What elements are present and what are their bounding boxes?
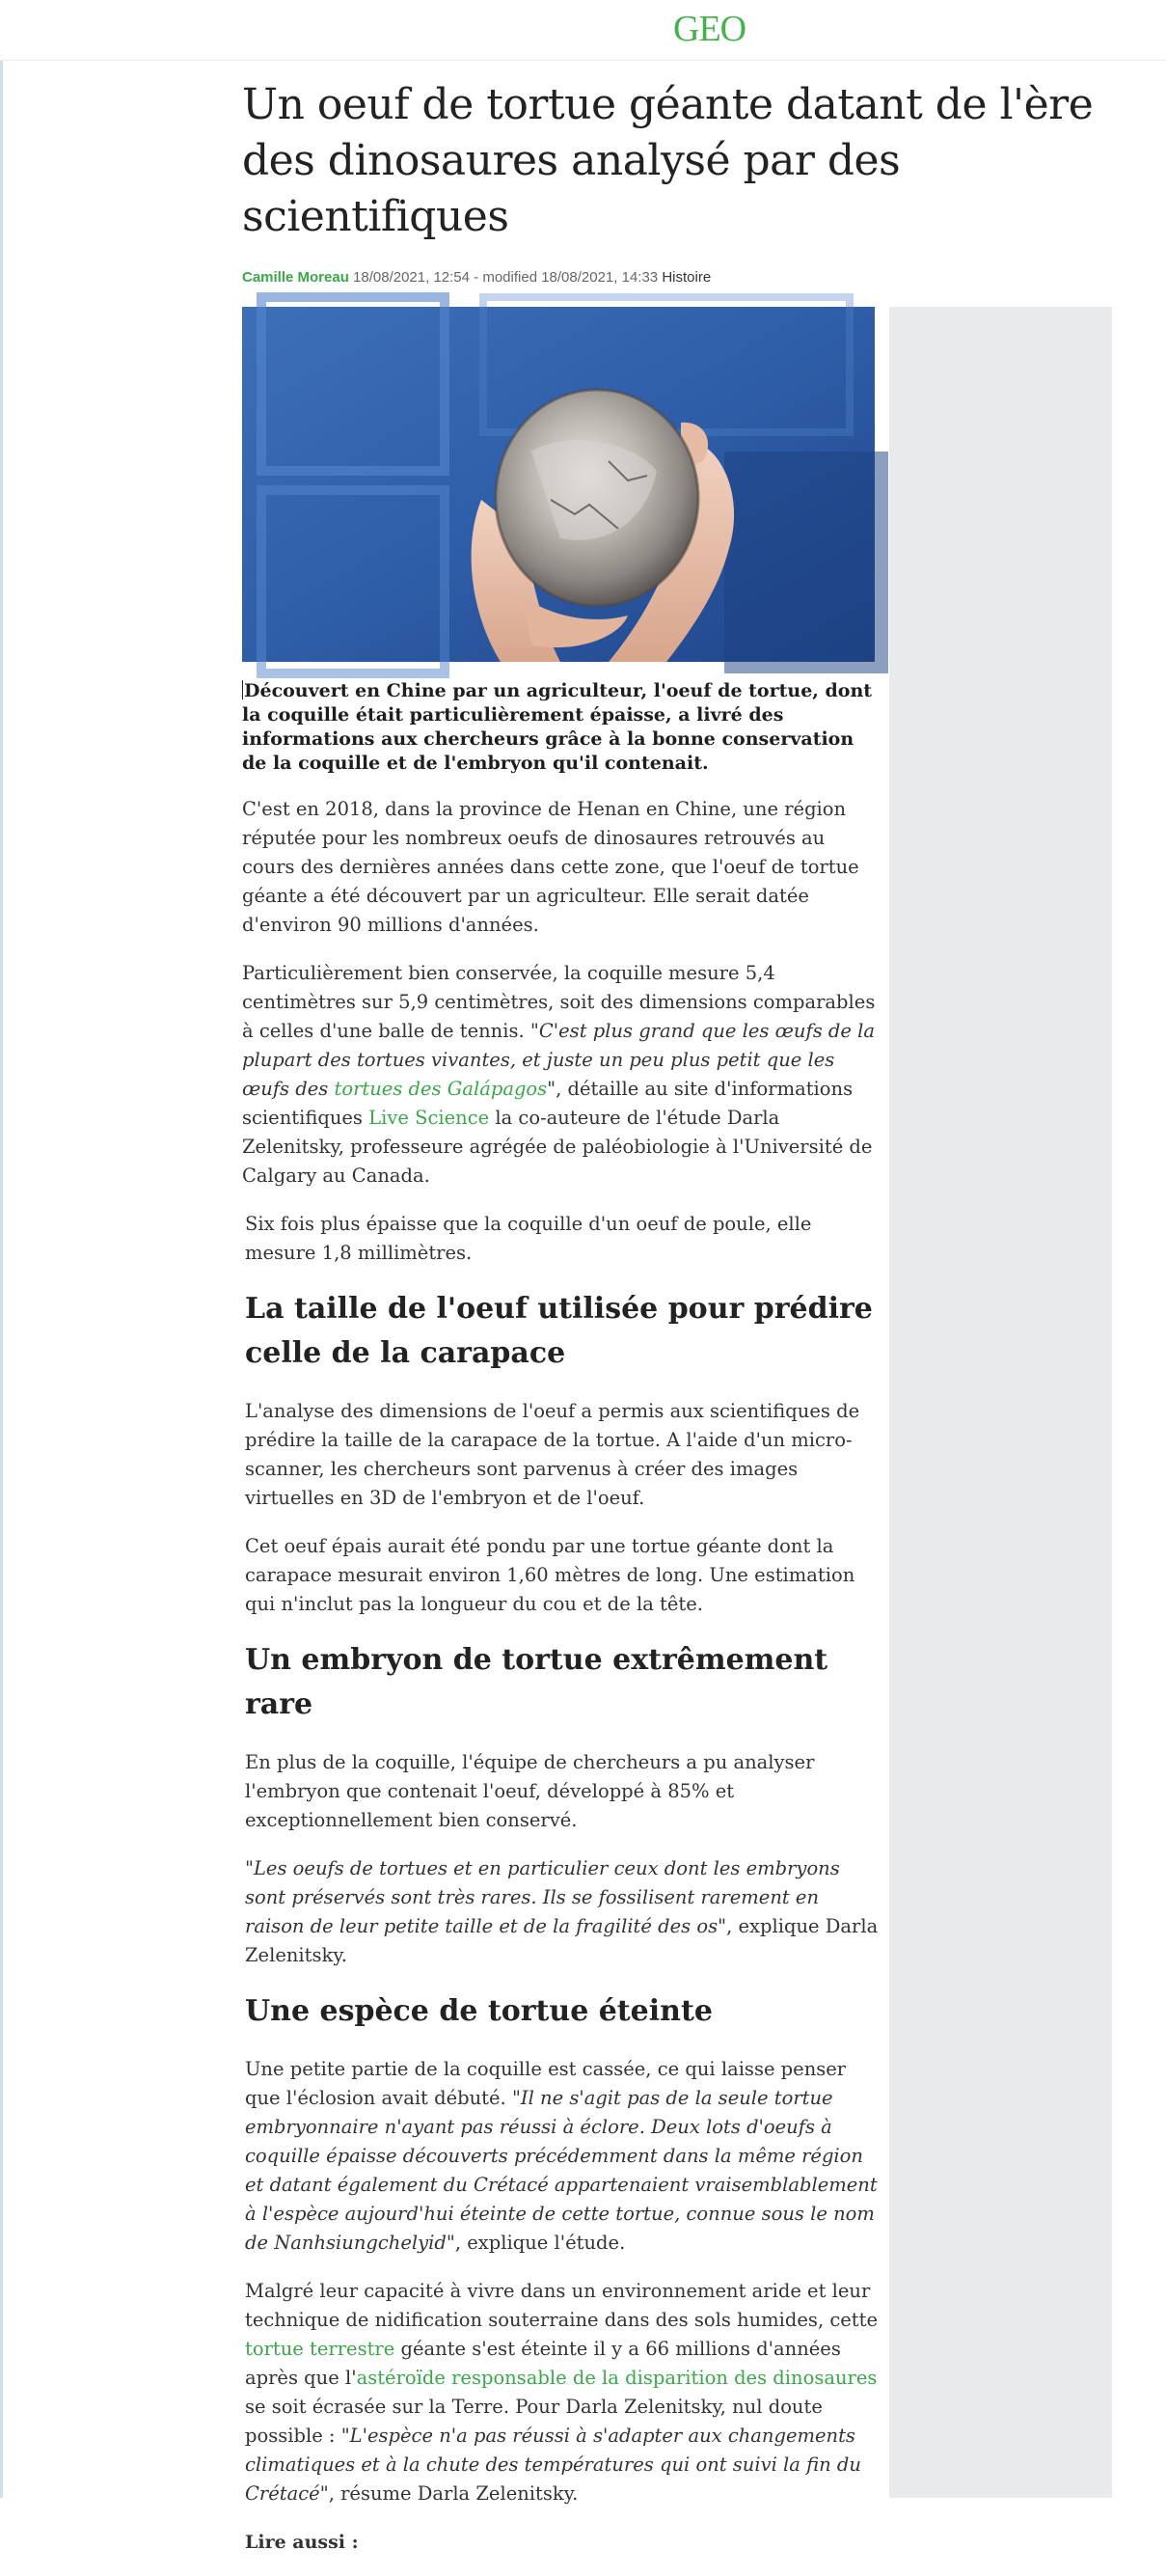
published-date: 18/08/2021, 12:54 — [353, 269, 470, 286]
paragraph-6: En plus de la coquille, l'équipe de chercheurs a pu analyser l'embryon que contenait l'oeuf, développé à 85% et exceptionnellement bien conservé. — [245, 1751, 815, 1831]
paragraph-1: C'est en 2018, dans la province de Henan en Chine, une région réputée pour les nombreux oeufs de dinosaures retrouvés au cours des dernières années dans cette zone, que l'oeuf de tortue géante a été découvert par un agriculteur. Elle serait datée d'environ 90 millions d'années. — [242, 798, 859, 936]
p9-quote: "L'espèce n'a pas réussi à s'adapter aux changements climatiques et à la chute des températures qui ont suivi la fin du Crétacé — [245, 2425, 861, 2505]
p8-text-2: ", explique l'étude. — [446, 2232, 626, 2254]
sidebar-ad-area — [889, 307, 1112, 2498]
section-heading-2: Un embryon de tortue extrêmement rare — [245, 1643, 828, 1721]
p2-quote: "C'est plus grand que les œufs de la plupart des tortues vivantes, et juste un peu plus petit que les œufs des — [242, 1020, 875, 1100]
paragraph-5: Cet oeuf épais aurait été pondu par une tortue géante dont la carapace mesurait environ 1,60 mètres de long. Une estimation qui n'inclut pas la longueur du cou et de la tête. — [245, 1535, 855, 1615]
link-tortues-galapagos[interactable]: tortues des Galápagos — [334, 1078, 548, 1100]
p7-text: ", explique Darla Zelenitsky. — [245, 1915, 879, 1966]
p9-text-3: se soit écrasée sur la Terre. Pour Darla Zelenitsky, nul doute possible : — [245, 2396, 823, 2447]
modified-date: 18/08/2021, 14:33 — [541, 269, 659, 286]
p8-quote: "Il ne s'agit pas de la seule tortue embryonnaire n'ayant pas réussi à éclore. Deux lots d'oeufs à coquille épaisse découverts précédemment dans la même région et datant également du Crétacé appartenaient vraisemblablement à l'espèce aujourd'hui éteinte de cette tortue, connue sous le nom de Nanhsiungchelyid — [245, 2087, 878, 2254]
paragraph-2 — [242, 959, 879, 1191]
category-link[interactable]: Histoire — [662, 269, 712, 286]
article-body — [242, 675, 879, 2576]
author-link[interactable]: Camille Moreau — [242, 269, 349, 286]
paragraph-3: Six fois plus épaisse que la coquille d'un oeuf de poule, elle mesure 1,8 millimètres. — [245, 1213, 812, 1264]
read-also-label: Lire aussi : — [245, 2532, 359, 2553]
p9-text-4: ", résume Darla Zelenitsky. — [319, 2482, 579, 2505]
article-title: Un oeuf de tortue géante datant de l'ère des dinosaures analysé par des scientifiques — [242, 80, 1094, 241]
p2-text-2: ", détaille au site d'informations scientifiques — [242, 1078, 854, 1129]
link-asteroide[interactable]: astéroïde responsable de la disparition des dinosaures — [356, 2367, 878, 2389]
paragraph-9 — [242, 2277, 879, 2508]
p2-text-3: la co-auteure de l'étude Darla Zelenitsky, professeure agrégée de paléobiologie à l'Université de Calgary au Canada. — [242, 1107, 873, 1187]
geo-logo[interactable]: GEO — [673, 9, 746, 49]
hero-image — [242, 307, 875, 662]
p9-text-1: Malgré leur capacité à vivre dans un environnement aride et leur technique de nidification souterraine dans des sols humides, cette — [245, 2280, 879, 2331]
p8-text-1: Une petite partie de la coquille est cassée, ce qui laisse penser que l'éclosion avait débuté. — [245, 2058, 847, 2109]
site-header — [0, 0, 1166, 61]
left-edge-border — [0, 0, 3, 2498]
p2-text-1: Particulièrement bien conservée, la coquille mesure 5,4 centimètres sur 5,9 centimètres, soit des dimensions comparables à celles d'une balle de tennis. — [242, 962, 876, 1042]
link-live-science[interactable]: Live Science — [368, 1107, 490, 1129]
paragraph-7 — [242, 1854, 879, 1970]
section-heading-1: La taille de l'oeuf utilisée pour prédire celle de la carapace — [245, 1292, 873, 1370]
p9-text-2: géante s'est éteinte il y a 66 millions d'années après que l' — [245, 2338, 841, 2389]
paragraph-8 — [242, 2055, 879, 2258]
link-tortue-terrestre[interactable]: tortue terrestre — [245, 2338, 395, 2360]
turtle-egg-photo-icon — [242, 307, 875, 662]
lead-text: Découvert en Chine par un agriculteur, l'oeuf de tortue, dont la coquille était particulièrement épaisse, a livré des informations aux chercheurs grâce à la bonne conservation de la coquille et de l'embryon qu'il contenait. — [242, 680, 873, 774]
article-lead — [242, 679, 879, 776]
article-meta — [242, 269, 711, 286]
section-heading-3: Une espèce de tortue éteinte — [245, 1994, 713, 2028]
modified-label: - modified — [474, 269, 538, 286]
p7-quote: "Les oeufs de tortues et en particulier ceux dont les embryons sont préservés sont très rares. Ils se fossilisent rarement en raison de leur petite taille et de la fragilité des os — [245, 1857, 840, 1937]
text-cursor — [242, 680, 243, 699]
paragraph-4: L'analyse des dimensions de l'oeuf a permis aux scientifiques de prédire la taille de la carapace de la tortue. A l'aide d'un micro-scanner, les chercheurs sont parvenus à créer des images virtuelles en 3D de l'embryon et de l'oeuf. — [245, 1400, 860, 1509]
